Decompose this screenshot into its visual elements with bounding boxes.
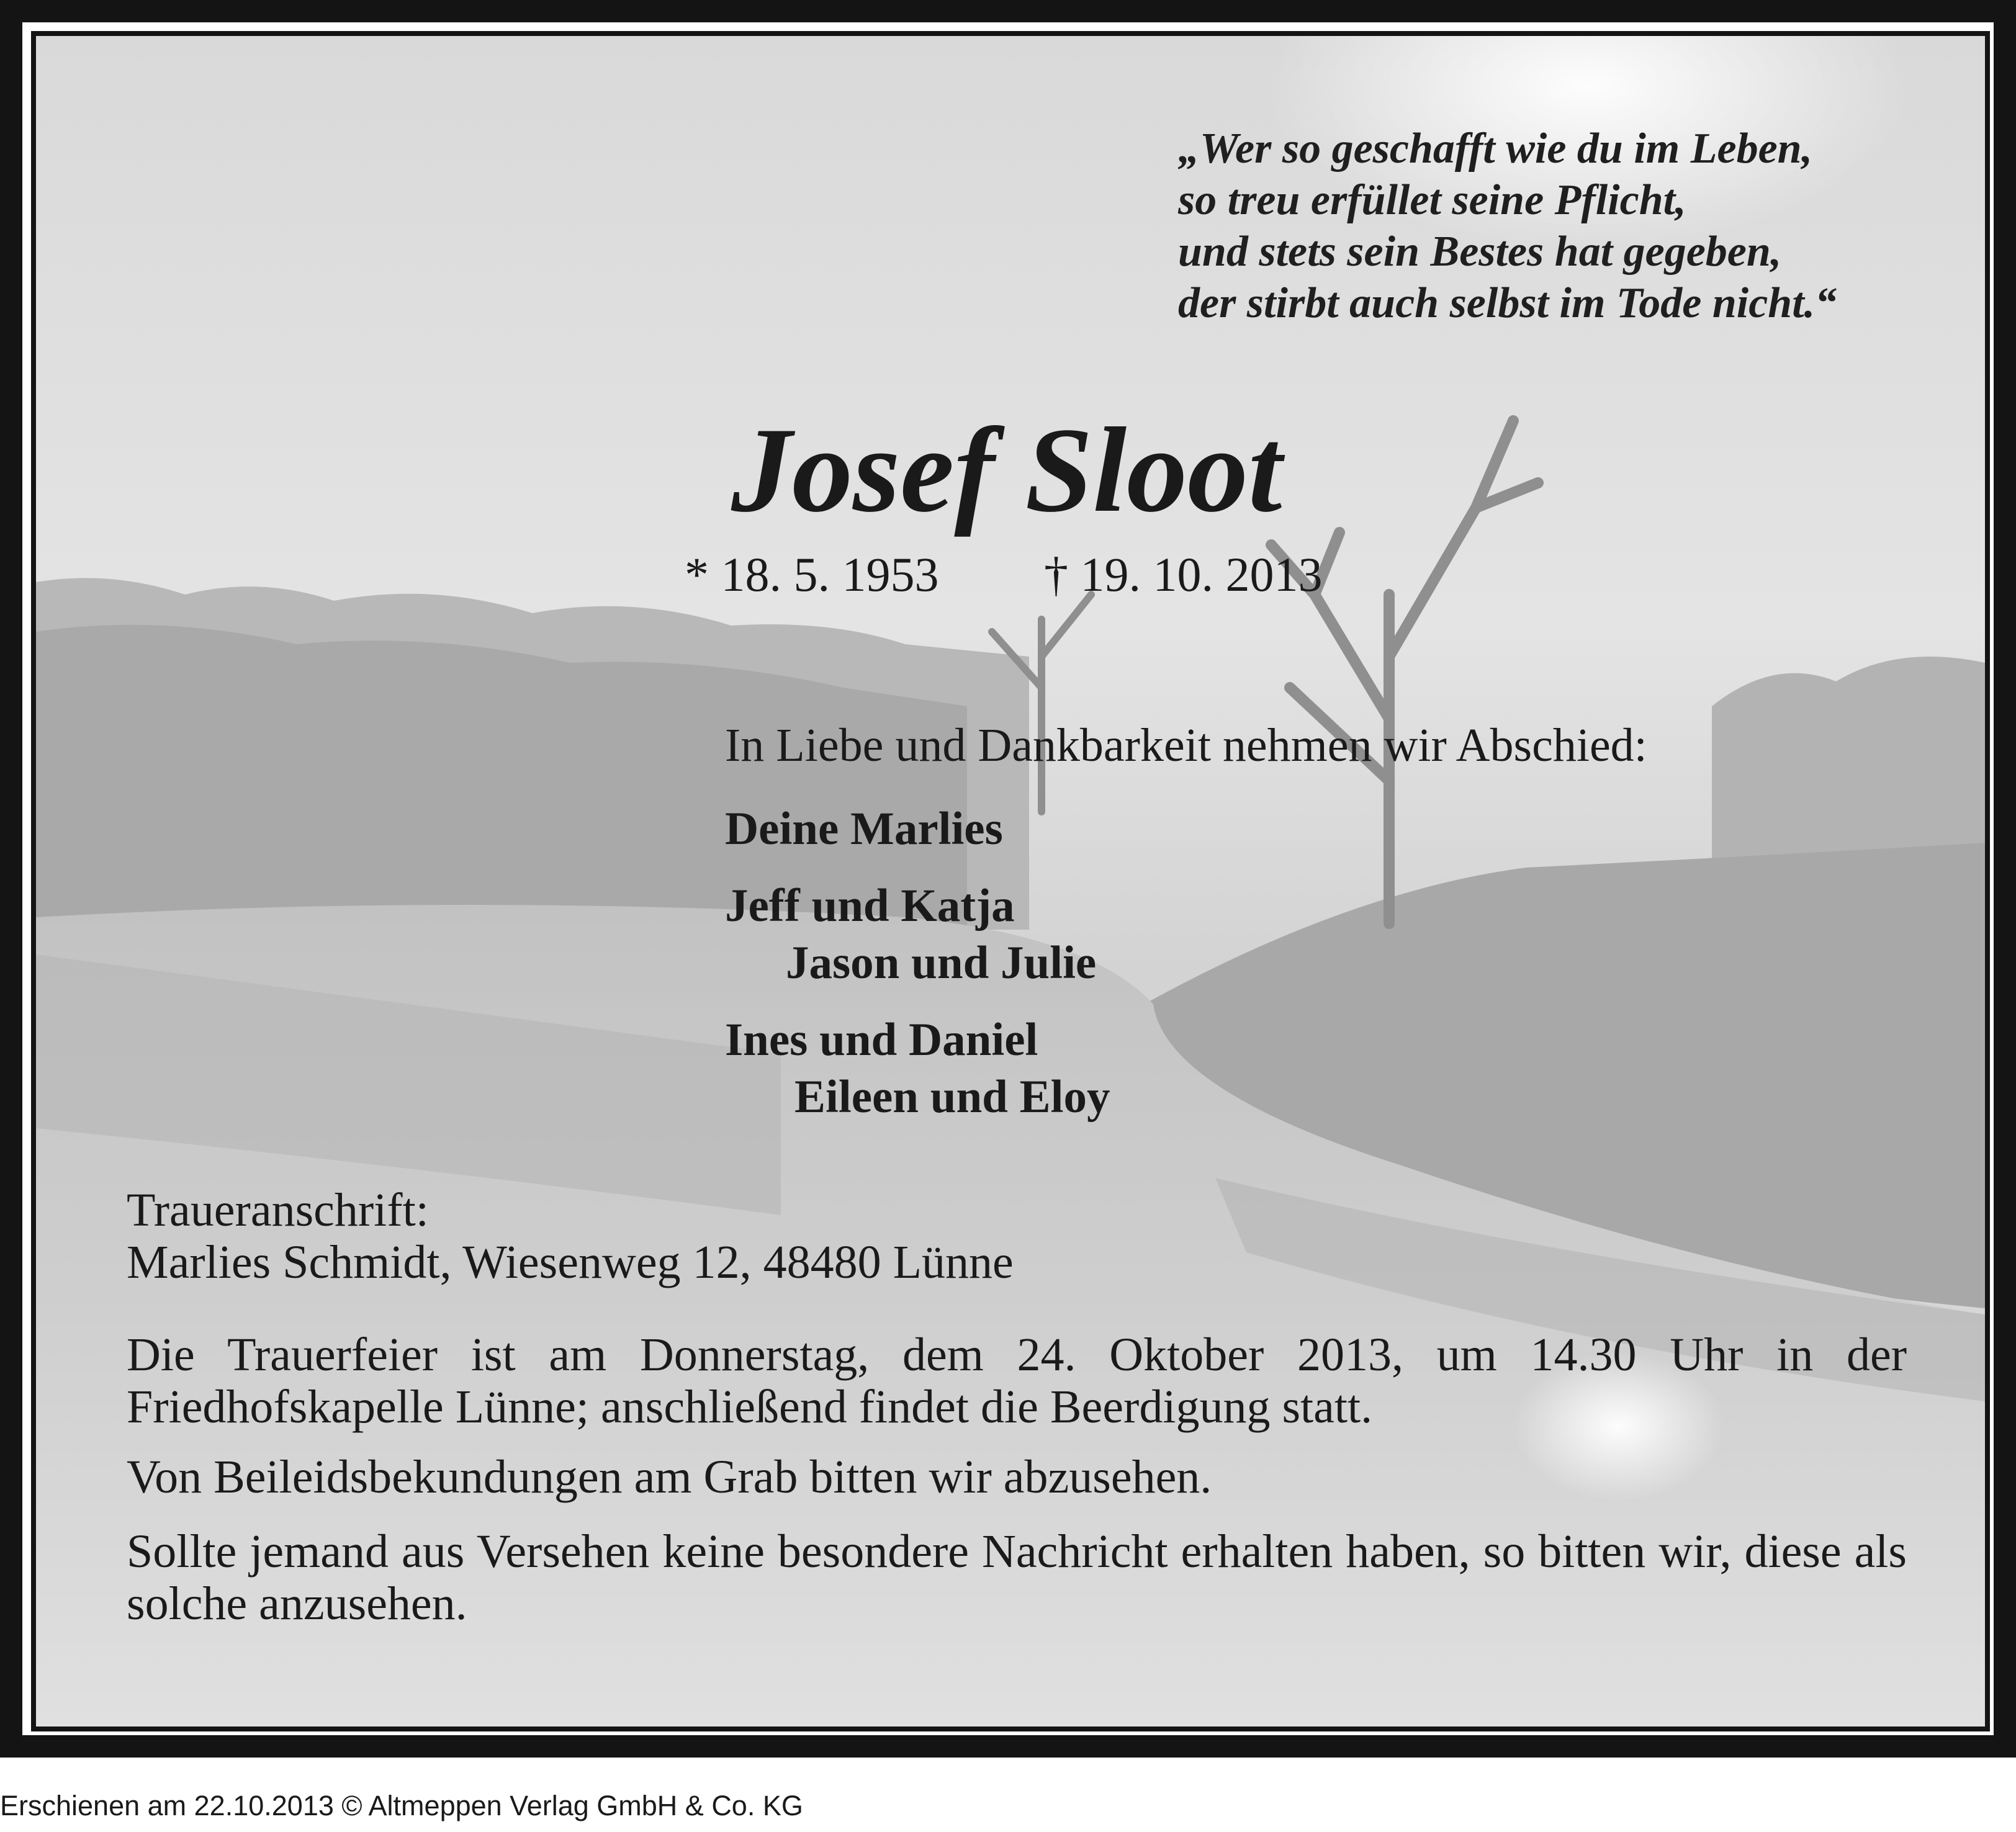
funeral-info-paragraph: Die Trauerfeier ist am Donnerstag, dem 24. Oktober 2013, um 14.30 Uhr in der Friedhofskapelle Lünne; anschließend findet die Beerdigung statt. <box>127 1329 1907 1433</box>
death-date: † 19. 10. 2013 <box>1044 547 1323 601</box>
mourning-address <box>127 1184 1014 1288</box>
family-member: Jason und Julie <box>786 937 1097 989</box>
inner-frame <box>22 22 1994 1735</box>
quote-line: „Wer so geschafft wie du im Leben, <box>1178 125 1813 173</box>
quote-line: und stets sein Bestes hat gegeben, <box>1178 228 1782 276</box>
family-member: Jeff und Katja <box>725 880 1015 932</box>
publication-footer: Erschienen am 22.10.2013 © Altmeppen Verlag GmbH & Co. KG <box>0 1790 803 1821</box>
family-member: Ines und Daniel <box>725 1014 1038 1066</box>
obituary-panel <box>31 31 1990 1731</box>
notification-paragraph: Sollte jemand aus Versehen keine besondere Nachricht erhalten haben, so bitten wir, diese als solche anzusehen. <box>127 1525 1907 1630</box>
deceased-name: Josef Sloot <box>731 403 1282 537</box>
quote-line: der stirbt auch selbst im Tode nicht.“ <box>1178 279 1837 327</box>
quote-line: so treu erfüllet seine Pflicht, <box>1178 176 1686 224</box>
birth-date: * 18. 5. 1953 <box>685 547 939 601</box>
condolence-paragraph: Von Beileidsbekundungen am Grab bitten wir abzusehen. <box>127 1451 1212 1503</box>
life-dates <box>685 545 1323 604</box>
address-text: Marlies Schmidt, Wiesenweg 12, 48480 Lünne <box>127 1236 1014 1288</box>
family-member: Eileen und Eloy <box>794 1071 1110 1123</box>
family-member: Deine Marlies <box>725 803 1003 855</box>
farewell-line: In Liebe und Dankbarkeit nehmen wir Abschied: <box>725 719 1647 771</box>
memorial-quote <box>1178 123 1960 329</box>
address-label: Traueranschrift: <box>127 1184 429 1236</box>
